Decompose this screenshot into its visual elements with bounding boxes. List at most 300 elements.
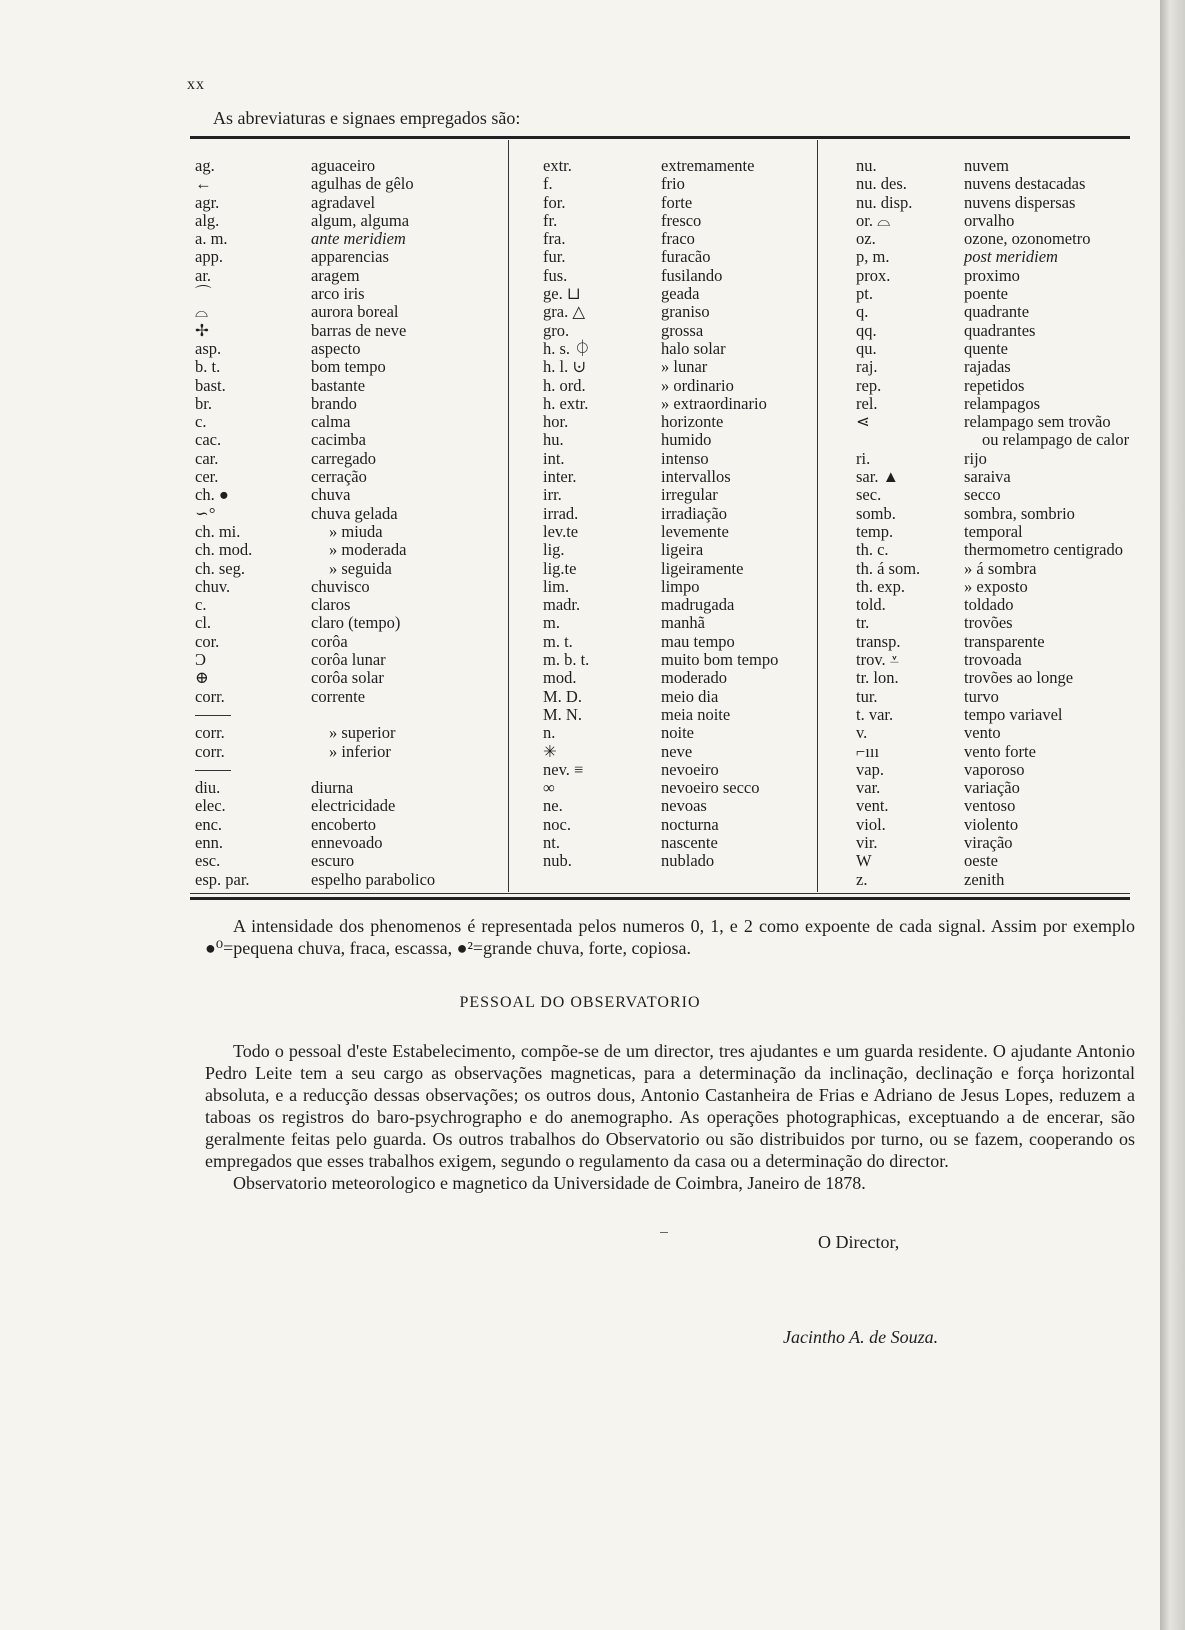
abbreviation-meaning: trovoada [964,650,1022,670]
abbreviation-row [195,285,495,303]
abbreviation-row [856,724,1146,742]
abbreviation: for. [543,192,566,212]
abbreviation: fra. [543,229,566,249]
abbreviation-row [543,743,803,761]
abbreviation: corr. [195,723,225,743]
abbreviation-row [543,322,803,340]
abbreviation: irr. [543,485,562,505]
abbreviation-row [195,560,495,578]
abbreviation-row [195,852,495,870]
abbreviation-meaning: cerração [311,467,367,487]
abbreviation-meaning: transparente [964,631,1045,651]
abbreviation-meaning: aragem [311,265,360,285]
abbreviation-row [856,322,1146,340]
staff-paragraph: Todo o pessoal d'este Estabelecimento, compõe-se de um director, tres ajudantes e um guarda residente. O ajudante Antonio Pedro Leite tem a seu cargo as observações magneticas, para a determinação da inclinação, declinação e força horizontal absoluta, e a reducção dessas observações; os outros dous, Antonio Castanheira de Frias e Adriano de Jesus Lopes, reduzem a taboas os registros do baro-psychrographo e do anemographo. As operações photographicas, exceptuando a de encerar, são geralmente feitas pelo guarda. Os outros trabalhos do Observatorio ou são distribuidos por turno, ou se fazem, cooperando os empregados que esses trabalhos exigem, segundo o regulamento da casa ou a determinação do director. [205,1041,1135,1171]
abbreviation-meaning: bastante [311,375,366,395]
abbreviation-row [856,834,1146,852]
abbreviation-row [195,779,495,797]
abbreviation: h. ord. [543,375,586,395]
abbreviation: qq. [856,320,877,340]
abbreviation-meaning: diurna [311,778,354,798]
abbreviation-meaning: rajadas [964,357,1011,377]
abbreviation: oz. [856,229,876,249]
abbreviation-meaning: muito bom tempo [661,650,779,670]
abbreviation-row [195,248,495,266]
dateline-paragraph: Observatorio meteorologico e magnetico da Universidade de Coimbra, Janeiro de 1878. [233,1173,866,1193]
abbreviation-row [856,852,1146,870]
abbreviation-row [195,669,495,687]
abbreviation: int. [543,448,565,468]
abbreviation-meaning: relampagos [964,393,1041,413]
abbreviation-meaning: proximo [964,265,1020,285]
abbreviation: nu. des. [856,174,907,194]
abbreviation: v. [856,723,868,743]
abbreviation-row [195,541,495,559]
abbreviation-row [195,743,495,761]
abbreviation-row [543,724,803,742]
abbreviation: m. b. t. [543,650,590,670]
abbreviation-meaning: calma [311,412,351,432]
abbreviation: cl. [195,613,212,633]
abbreviation-meaning: ou relampago de calor [982,430,1130,450]
abbreviation-meaning: encoberto [311,814,377,834]
abbreviation-row [856,468,1146,486]
abbreviation-row [856,614,1146,632]
abbreviation-row [195,377,495,395]
abbreviation: lig.te [543,558,577,578]
abbreviation-meaning: nublado [661,851,715,871]
abbreviation-meaning: moderado [661,668,727,688]
abbreviation: tr. lon. [856,668,899,688]
abbreviation-row [543,377,803,395]
abbreviation-meaning: ligeira [661,540,704,560]
abbreviation: lim. [543,576,570,596]
abbreviation: irrad. [543,503,579,523]
abbreviation-meaning: » miuda [329,521,383,541]
abbreviation: W [856,851,872,871]
abbreviation-meaning: agradavel [311,192,376,212]
abbreviation-meaning: quadrante [964,302,1030,322]
abbreviation: fur. [543,247,566,267]
abbreviation-meaning: chuva [311,485,351,505]
abbreviation-meaning: » á sombra [964,558,1037,578]
abbreviation: th. á som. [856,558,921,578]
abbreviation-meaning: horizonte [661,412,724,432]
abbreviation-row [543,578,803,596]
abbreviation: fus. [543,265,568,285]
abbreviation: th. exp. [856,576,906,596]
abbreviation: h. extr. [543,393,589,413]
abbreviation: tur. [856,686,878,706]
abbreviation: vent. [856,796,889,816]
abbreviation-row [856,578,1146,596]
abbreviation-row [856,541,1146,559]
abbreviation-meaning: meio dia [661,686,719,706]
abbreviation: somb. [856,503,896,523]
abbreviation-row [195,175,495,193]
abbreviation-meaning: intenso [661,448,709,468]
abbreviation: qu. [856,338,877,358]
abbreviation-row [856,761,1146,779]
abbreviation: ch. seg. [195,558,245,578]
abbreviation-row [543,450,803,468]
abbreviation: sar. ▲ [856,467,899,487]
abbreviation-row [856,816,1146,834]
abbreviation-row [195,267,495,285]
abbreviation: alg. [195,210,220,230]
abbreviation: ar. [195,265,212,285]
abbreviation: transp. [856,631,901,651]
abbreviation: ⊕ [195,668,209,688]
abbreviation: ch. ● [195,485,229,505]
abbreviation-row [195,523,495,541]
abbreviation-meaning: fraco [661,229,695,249]
abbreviation-row [856,797,1146,815]
abbreviation-meaning: geada [661,284,700,304]
abbreviation-row [543,486,803,504]
abbreviation: m. [543,613,560,633]
abbreviation: nev. ≡ [543,759,584,779]
abbreviation-row [856,285,1146,303]
abbreviation-meaning: aguaceiro [311,156,376,175]
abbreviation: or. ⌓ [856,210,891,230]
abbreviation-meaning: ante meridiem [311,229,406,249]
abbreviation: nt. [543,832,560,852]
abbreviation-meaning: nuvens dispersas [964,192,1076,212]
abbreviation-row [195,633,495,651]
abbreviation-meaning: manhã [661,613,705,633]
abbreviation-row [543,614,803,632]
abbreviation: ✳ [543,741,557,761]
abbreviation-meaning: levemente [661,521,729,541]
abbreviation-row [195,486,495,504]
abbreviation-meaning: » extraordinario [661,393,767,413]
abbreviation: q. [856,302,869,322]
abbreviation-meaning: zenith [964,869,1005,889]
abbreviation: ⋖ [856,412,870,432]
abbreviation: corr. [195,686,225,706]
abbreviation-row [856,596,1146,614]
abbreviation-row [195,614,495,632]
abbreviation-meaning: ennevoado [311,832,383,852]
abbreviation-meaning: » ordinario [661,375,734,395]
abbreviation: hu. [543,430,564,450]
abbreviation-row [543,267,803,285]
abbreviation-meaning: neve [661,741,693,761]
abbreviation: vap. [856,759,884,779]
abbreviation: asp. [195,338,222,358]
abbreviation-meaning: » superior [329,723,396,743]
table-bottom-rule [190,897,1130,900]
abbreviation-row [195,413,495,431]
abbreviation-row [195,194,495,212]
abbreviation-row [195,322,495,340]
abbreviation: cer. [195,467,219,487]
staff-text [205,1040,1135,1194]
abbreviation: lev.te [543,521,579,541]
abbreviation-meaning: humido [661,430,712,450]
abbreviation-meaning: nevoeiro [661,759,719,779]
abbreviation: fr. [543,210,558,230]
abbreviation-meaning: chuvisco [311,576,370,596]
abbreviation-meaning: vaporoso [964,759,1025,779]
abbreviation-meaning: carregado [311,448,377,468]
abbreviation-row [543,816,803,834]
abbreviation-row [543,523,803,541]
abbreviation-meaning: forte [661,192,693,212]
abbreviation-row [543,358,803,376]
abbreviation: th. c. [856,540,889,560]
row-separator [195,715,231,716]
abbreviation: told. [856,595,886,615]
abbreviation: c. [195,595,207,615]
abbreviation-row [543,505,803,523]
abbreviation: tr. [856,613,870,633]
abbreviation-row [856,377,1146,395]
abbreviation-row [856,340,1146,358]
abbreviation-meaning: corôa [311,631,348,651]
abbreviation: pt. [856,284,873,304]
abbreviation-meaning: aspecto [311,338,361,358]
abbreviation-meaning: irregular [661,485,718,505]
abbreviation-row [543,431,803,449]
abbreviation: esc. [195,851,221,871]
abbreviation-meaning: arco iris [311,284,365,304]
abbreviation-row [543,797,803,815]
abbreviation-meaning: » seguida [329,558,392,578]
abbreviation-meaning: claro (tempo) [311,613,401,633]
abbreviation-row [195,450,495,468]
row-separator [195,770,231,771]
separator-dash [660,1232,668,1233]
abbreviation: m. t. [543,631,573,651]
abbreviation-row [543,303,803,321]
abbreviation: lig. [543,540,565,560]
abbreviation: h. s. ⏀ [543,338,591,358]
abbreviation-meaning: brando [311,393,357,413]
abbreviation-row [195,816,495,834]
abbreviation: enc. [195,814,223,834]
abbreviation-meaning: saraiva [964,467,1011,487]
abbreviation-row [195,578,495,596]
abbreviation-meaning: trovões [964,613,1013,633]
abbreviation: rel. [856,393,878,413]
abbreviation-row [195,212,495,230]
abbreviation-meaning: apparencias [311,247,389,267]
abbreviation: nu. disp. [856,192,913,212]
abbreviation: gro. [543,320,570,340]
abbreviation-row [195,303,495,321]
abbreviation: ✢ [195,320,209,340]
abbreviation-row [543,395,803,413]
abbreviation: ge. ⊔ [543,284,581,304]
abbreviation-meaning: bom tempo [311,357,386,377]
abbreviation-column-2 [543,157,803,871]
abbreviation-meaning: chuva gelada [311,503,398,523]
table-top-rule [190,136,1130,139]
abbreviation-row [543,413,803,431]
abbreviation: bast. [195,375,226,395]
abbreviation-row [543,669,803,687]
abbreviation-row [543,212,803,230]
abbreviation-row [856,303,1146,321]
abbreviation-meaning: nascente [661,832,718,852]
abbreviation-meaning: fresco [661,210,702,230]
abbreviation-meaning: intervallos [661,467,731,487]
abbreviation-meaning: frio [661,174,685,194]
abbreviation-meaning: relampago sem trovão [964,412,1111,432]
abbreviation-meaning: furacão [661,247,711,267]
abbreviation-row [856,871,1146,889]
abbreviation-row [195,358,495,376]
abbreviation-meaning: irradiação [661,503,727,523]
abbreviation-row [856,651,1146,669]
abbreviation: vir. [856,832,878,852]
abbreviation: hor. [543,412,569,432]
abbreviation-row [543,541,803,559]
abbreviation: trov. ⩡ [856,650,900,670]
abbreviation: h. l. ⊍ [543,357,587,377]
abbreviation-meaning: barras de neve [311,320,407,340]
abbreviation-meaning: » inferior [329,741,391,761]
abbreviation-meaning: quente [964,338,1008,358]
abbreviation-meaning: aurora boreal [311,302,399,322]
abbreviation: ∞ [543,778,555,798]
abbreviation-meaning: tempo variavel [964,704,1063,724]
abbreviation-meaning: nuvens destacadas [964,174,1086,194]
abbreviation-meaning: claros [311,595,351,615]
abbreviation-row [195,724,495,742]
abbreviation-row [543,633,803,651]
abbreviation-meaning: toldado [964,595,1014,615]
abbreviation-meaning: corôa solar [311,668,384,688]
abbreviation: f. [543,174,553,194]
abbreviation-row [856,194,1146,212]
abbreviation-column-1 [195,157,495,889]
abbreviation: ag. [195,156,215,175]
abbreviation: app. [195,247,223,267]
abbreviation-meaning: sombra, sombrio [964,503,1075,523]
abbreviation-row [856,431,1146,449]
abbreviation: sec. [856,485,882,505]
abbreviation: madr. [543,595,581,615]
abbreviation-row [195,651,495,669]
abbreviation-meaning: poente [964,284,1008,304]
abbreviation-row [856,358,1146,376]
abbreviation-row [195,340,495,358]
abbreviation-row [856,157,1146,175]
abbreviation-row [856,267,1146,285]
abbreviation-meaning: ligeiramente [661,558,744,578]
abbreviation-meaning: nuvem [964,156,1009,175]
abbreviation-row [856,743,1146,761]
abbreviation-row [543,834,803,852]
abbreviation-meaning: ventoso [964,796,1016,816]
abbreviation-row [195,871,495,889]
abbreviation: extr. [543,156,572,175]
abbreviation-meaning: electricidade [311,796,396,816]
abbreviation-row [856,688,1146,706]
abbreviation-row [195,834,495,852]
abbreviation-row [543,852,803,870]
abbreviation: ⌒ [195,284,212,304]
abbreviation-row [856,669,1146,687]
abbreviation-row [856,450,1146,468]
column-divider-1 [508,140,509,892]
abbreviation: car. [195,448,219,468]
abbreviation: ⌓ [195,302,209,322]
abbreviation: viol. [856,814,886,834]
abbreviation-row [856,706,1146,724]
abbreviation-row [195,395,495,413]
abbreviation: ri. [856,448,871,468]
abbreviation-meaning: escuro [311,851,355,871]
abbreviation-row [856,230,1146,248]
abbreviation-row [543,157,803,175]
abbreviation: br. [195,393,212,413]
signature: Jacintho A. de Souza. [783,1327,939,1347]
abbreviation: agr. [195,192,220,212]
abbreviation: ch. mod. [195,540,253,560]
abbreviation-meaning: limpo [661,576,700,596]
abbreviation-row [195,505,495,523]
abbreviation-row [195,157,495,175]
abbreviation-row [195,468,495,486]
abbreviation: ⌐ııı [856,741,880,761]
abbreviation-meaning: halo solar [661,338,726,358]
abbreviation: gra. △ [543,302,586,322]
page-number: xx [187,76,205,93]
abbreviation: ne. [543,796,563,816]
abbreviation-row [543,761,803,779]
abbreviation-row [543,175,803,193]
abbreviation-meaning: agulhas de gêlo [311,174,414,194]
abbreviation: b. t. [195,357,221,377]
abbreviation-meaning: extremamente [661,156,755,175]
abbreviation-row [543,596,803,614]
abbreviation-meaning: » lunar [661,357,708,377]
abbreviation: chuv. [195,576,231,596]
abbreviation: M. D. [543,686,582,706]
abbreviation-row [856,486,1146,504]
abbreviation-meaning: nevoeiro secco [661,778,760,798]
abbreviation-meaning: trovões ao longe [964,668,1074,688]
abbreviation-row [543,230,803,248]
abbreviation-meaning: nocturna [661,814,719,834]
abbreviation-row [543,468,803,486]
abbreviation-row [856,560,1146,578]
abbreviation: mod. [543,668,577,688]
abbreviation-meaning: espelho parabolico [311,869,436,889]
abbreviation-row [856,779,1146,797]
abbreviation-row [856,523,1146,541]
abbreviation-meaning: vento [964,723,1001,743]
abbreviation: nub. [543,851,572,871]
abbreviation-meaning: orvalho [964,210,1015,230]
abbreviation: ← [195,174,212,194]
abbreviation-meaning: turvo [964,686,999,706]
abbreviation: temp. [856,521,894,541]
abbreviation: c. [195,412,207,432]
abbreviation-column-3 [856,157,1146,889]
abbreviation-row [543,340,803,358]
abbreviation-row [543,651,803,669]
abbreviation-row [856,175,1146,193]
abbreviation-row [543,706,803,724]
abbreviation-meaning: fusilando [661,265,723,285]
abbreviation-meaning: violento [964,814,1019,834]
abbreviation: cor. [195,631,220,651]
